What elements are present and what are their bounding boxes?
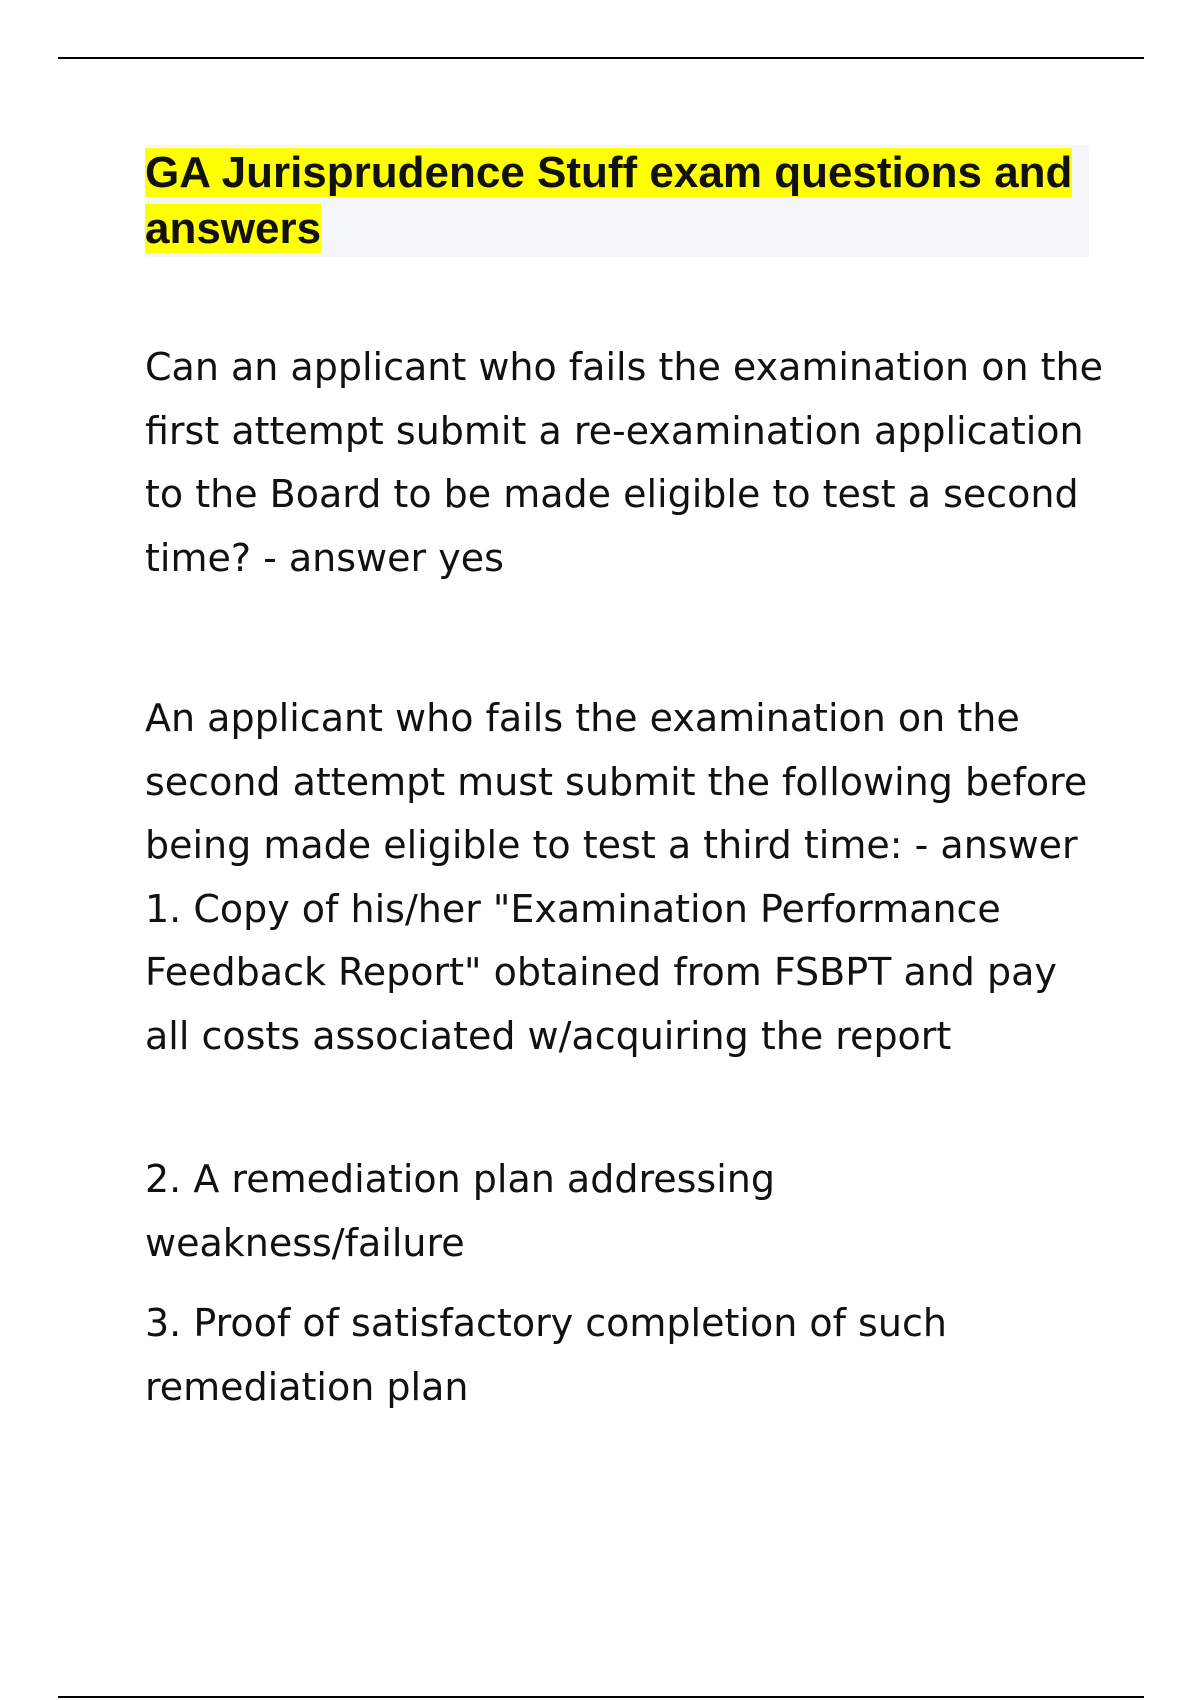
answer-item-2: 2. A remediation plan addressing weakness/failure	[145, 1157, 775, 1265]
title-block	[145, 145, 1089, 257]
answer-item-3: 3. Proof of satisfactory completion of such remediation plan	[145, 1301, 947, 1409]
document-title	[145, 145, 1075, 257]
title-highlight: GA Jurisprudence Stuff exam questions and answers	[145, 148, 1073, 253]
top-rule	[58, 57, 1144, 59]
question-answer-2: An applicant who fails the examination on the second attempt must submit the following before being made eligible to test a third time: - answer 1. Copy of his/her "Examination Performance Feedback Report" obtained from FSBPT and pay all costs associated w/acquiring the report	[145, 696, 1088, 1058]
question-answer-1: Can an applicant who fails the examination on the first attempt submit a re-examination application to the Board to be made eligible to test a second time? - answer yes	[145, 345, 1103, 580]
bottom-rule	[58, 1696, 1144, 1698]
